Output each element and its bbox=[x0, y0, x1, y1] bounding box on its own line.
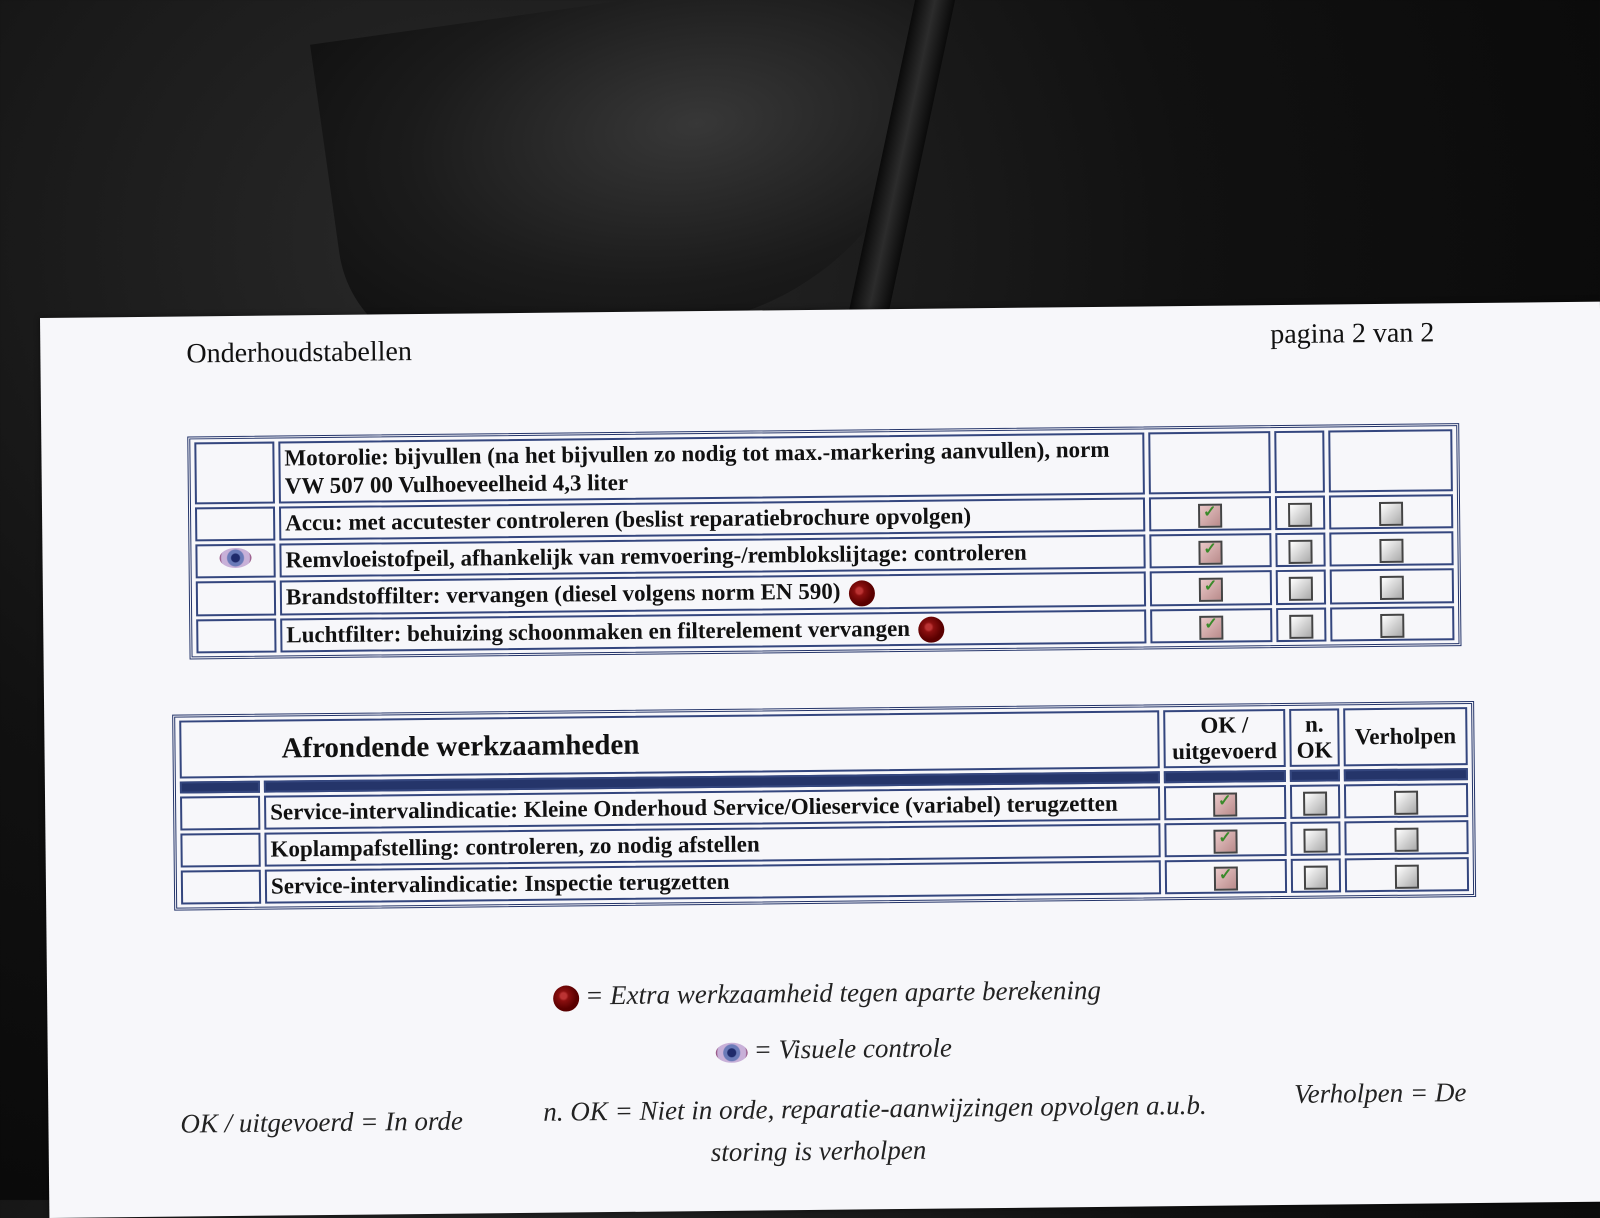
icon-cell bbox=[195, 507, 275, 542]
ok-cell[interactable] bbox=[1149, 496, 1271, 531]
row-text-cell bbox=[280, 571, 1146, 615]
row-text: Brandstoffilter: vervangen (diesel volgens norm EN 590) bbox=[285, 578, 841, 610]
service-sheet bbox=[40, 302, 1600, 1218]
icon-cell bbox=[180, 833, 260, 868]
icon-cell bbox=[196, 618, 276, 654]
legend-extra-text: = Extra werkzaamheid tegen aparte berekening bbox=[584, 974, 1102, 1011]
icon-cell bbox=[180, 796, 260, 831]
finishing-tasks-table bbox=[172, 701, 1476, 911]
nok-cell[interactable] bbox=[1290, 784, 1340, 819]
ok-cell[interactable] bbox=[1149, 533, 1271, 568]
legend-fixed: Verholpen = De bbox=[1294, 1077, 1467, 1109]
icon-cell bbox=[194, 442, 275, 505]
legend-nok: n. OK = Niet in orde, reparatie-aanwijzingen opvolgen a.u.b. bbox=[543, 1089, 1207, 1127]
empty-checkbox-icon[interactable] bbox=[1304, 865, 1328, 889]
maintenance-table bbox=[187, 423, 1461, 660]
fixed-cell[interactable] bbox=[1344, 783, 1468, 818]
icon-cell bbox=[196, 581, 276, 617]
nok-cell[interactable] bbox=[1291, 858, 1341, 893]
icon-cell bbox=[195, 544, 275, 579]
empty-checkbox-icon[interactable] bbox=[1379, 501, 1403, 525]
page-number: pagina 2 van 2 bbox=[1270, 317, 1435, 351]
empty-checkbox-icon[interactable] bbox=[1303, 791, 1327, 815]
nok-cell[interactable] bbox=[1276, 607, 1326, 642]
row-text: Remvloeistofpeil, afhankelijk van remvoering-/remblokslijtage: controleren bbox=[279, 534, 1145, 577]
fixed-cell[interactable] bbox=[1330, 568, 1454, 604]
checked-checkbox-icon[interactable]: ✓ bbox=[1199, 578, 1223, 602]
legend-extra bbox=[553, 975, 1101, 1012]
legend-ok: OK / uitgevoerd = In orde bbox=[180, 1105, 464, 1139]
ok-cell[interactable] bbox=[1164, 822, 1286, 857]
empty-checkbox-icon[interactable] bbox=[1380, 614, 1404, 638]
empty-checkbox-icon[interactable] bbox=[1289, 614, 1313, 638]
fixed-cell[interactable] bbox=[1345, 857, 1469, 892]
col-header-fixed: Verholpen bbox=[1343, 707, 1468, 766]
fixed-cell[interactable] bbox=[1329, 531, 1453, 566]
legend-visual-text: = Visuele controle bbox=[753, 1032, 953, 1065]
ok-cell bbox=[1148, 431, 1271, 494]
row-text: Motorolie: bijvullen (na het bijvullen zo nodig tot max.-markering aanvullen), norm VW 507 00 Vulhoeveelheid 4,3 liter bbox=[278, 432, 1145, 503]
col-header-ok: OK / uitgevoerd bbox=[1163, 709, 1286, 768]
divider bbox=[1344, 768, 1468, 781]
row-text-cell bbox=[280, 609, 1146, 653]
extra-work-dot-icon bbox=[553, 985, 579, 1011]
row-text: Service-intervalindicatie: Kleine Onderhoud Service/Olieservice (variabel) terugzetten bbox=[264, 786, 1160, 829]
ok-cell[interactable] bbox=[1164, 785, 1286, 820]
divider bbox=[180, 781, 260, 794]
row-text: Service-intervalindicatie: Inspectie terugzetten bbox=[265, 860, 1161, 903]
empty-checkbox-icon[interactable] bbox=[1395, 864, 1419, 888]
legend-visual bbox=[716, 1032, 952, 1065]
row-text: Luchtfilter: behuizing schoonmaken en filterelement vervangen bbox=[286, 615, 911, 648]
checked-checkbox-icon[interactable]: ✓ bbox=[1213, 792, 1237, 816]
fixed-cell[interactable] bbox=[1344, 820, 1468, 855]
empty-checkbox-icon[interactable] bbox=[1394, 827, 1418, 851]
table-row bbox=[194, 429, 1453, 504]
row-text: Accu: met accutester controleren (beslist reparatiebrochure opvolgen) bbox=[279, 497, 1145, 540]
empty-checkbox-icon[interactable] bbox=[1288, 502, 1312, 526]
checked-checkbox-icon[interactable]: ✓ bbox=[1198, 540, 1222, 564]
divider bbox=[1290, 769, 1340, 782]
row-text: Koplampafstelling: controleren, zo nodig afstellen bbox=[264, 823, 1160, 866]
col-header-nok: n. OK bbox=[1289, 708, 1340, 767]
checked-checkbox-icon[interactable]: ✓ bbox=[1199, 615, 1223, 639]
extra-work-dot-icon bbox=[848, 580, 874, 606]
fixed-cell bbox=[1328, 429, 1453, 492]
nok-cell[interactable] bbox=[1276, 570, 1326, 605]
empty-checkbox-icon[interactable] bbox=[1289, 577, 1313, 601]
empty-checkbox-icon[interactable] bbox=[1394, 790, 1418, 814]
section-title: Afrondende werkzaamheden bbox=[179, 710, 1160, 778]
empty-checkbox-icon[interactable] bbox=[1288, 539, 1312, 563]
nok-cell[interactable] bbox=[1275, 533, 1325, 568]
icon-cell bbox=[181, 870, 261, 905]
divider bbox=[1164, 770, 1286, 783]
empty-checkbox-icon[interactable] bbox=[1380, 576, 1404, 600]
eye-icon bbox=[716, 1042, 748, 1062]
empty-checkbox-icon[interactable] bbox=[1379, 538, 1403, 562]
fixed-cell[interactable] bbox=[1329, 494, 1453, 529]
ok-cell[interactable] bbox=[1165, 859, 1287, 894]
fixed-cell[interactable] bbox=[1330, 606, 1454, 642]
eye-icon bbox=[219, 548, 251, 568]
checked-checkbox-icon[interactable]: ✓ bbox=[1198, 503, 1222, 527]
nok-cell[interactable] bbox=[1290, 821, 1340, 856]
legend-fixed-cont: storing is verholpen bbox=[710, 1134, 927, 1168]
sheet-title: Onderhoudstabellen bbox=[186, 336, 413, 370]
nok-cell[interactable] bbox=[1275, 496, 1325, 531]
checked-checkbox-icon[interactable]: ✓ bbox=[1213, 829, 1237, 853]
table-header-row bbox=[179, 707, 1468, 778]
extra-work-dot-icon bbox=[918, 617, 944, 643]
checked-checkbox-icon[interactable]: ✓ bbox=[1214, 866, 1238, 890]
empty-checkbox-icon[interactable] bbox=[1303, 828, 1327, 852]
ok-cell[interactable] bbox=[1150, 570, 1272, 606]
ok-cell[interactable] bbox=[1150, 608, 1272, 644]
nok-cell bbox=[1274, 431, 1325, 494]
